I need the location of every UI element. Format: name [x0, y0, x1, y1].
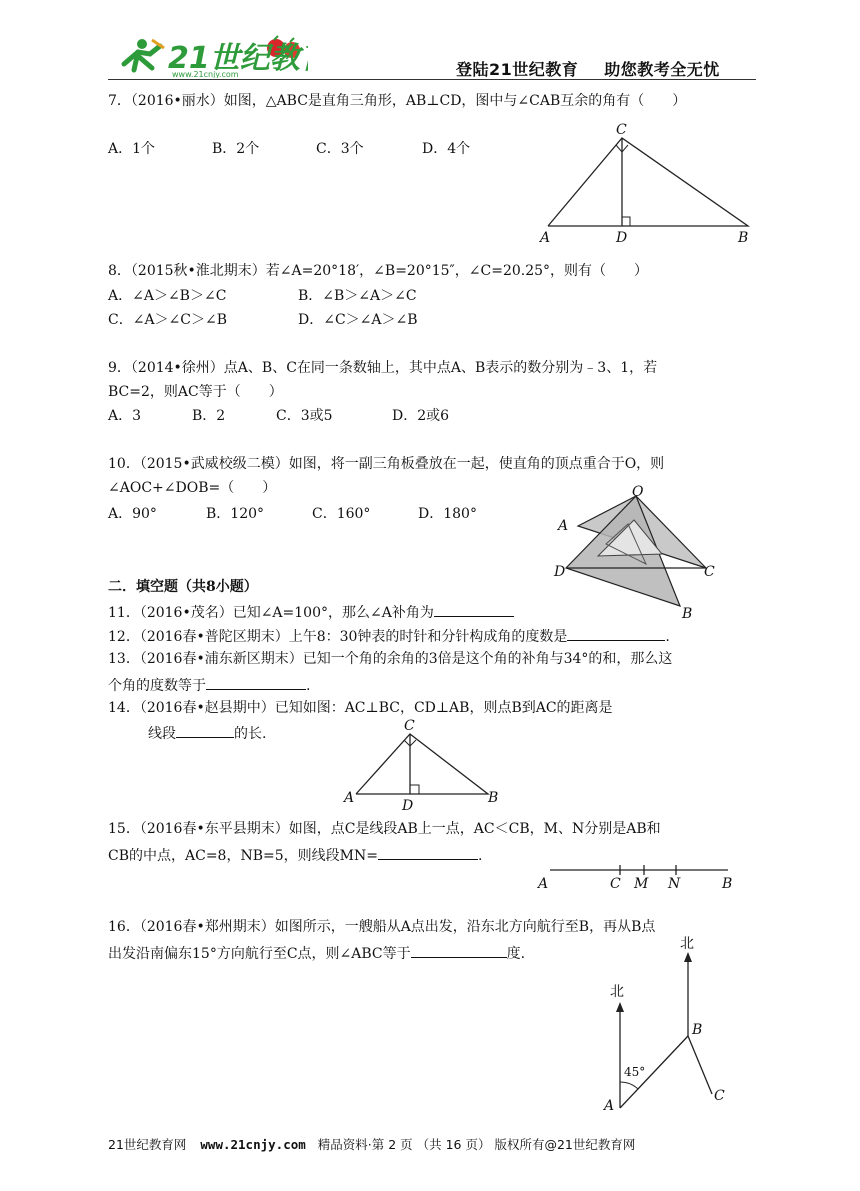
q11-stem	[108, 602, 514, 622]
q10-figure	[550, 484, 750, 620]
q12-stem	[108, 626, 670, 646]
q10-option-a: A．90°	[108, 506, 157, 522]
q10-label-c: C	[704, 564, 715, 580]
q9-option-b: B．2	[192, 408, 226, 424]
section2-title: 二．填空题（共8小题）	[108, 579, 258, 595]
q16-stem-line2	[108, 943, 525, 963]
q7-option-d: D．4个	[422, 141, 471, 157]
q12-answer-blank[interactable]	[567, 626, 665, 641]
q15-end: .	[477, 848, 483, 864]
q10-stem-line2: ∠AOC+∠DOB=（ ）	[108, 480, 277, 496]
q14-text-b: 的长.	[234, 726, 267, 742]
q15-text: CB的中点，AC=8，NB=5，则线段MN=	[108, 848, 378, 864]
page-footer	[108, 1135, 635, 1153]
q10-label-a: A	[558, 518, 569, 534]
footer-left: 21世纪教育网	[108, 1137, 187, 1152]
q15-answer-blank[interactable]	[378, 845, 478, 860]
q7-option-c: C．3个	[316, 141, 364, 157]
q8-option-c: C．∠A＞∠C＞∠B	[108, 312, 228, 328]
q13-stem-line1: 13．（2016春•浦东新区期末）已知一个角的余角的3倍是这个角的补角与34°的和，那么这	[108, 651, 673, 667]
q15-label-m: M	[634, 876, 649, 892]
footer-right: 精品资料·第 2 页 （共 16 页） 版权所有@21世纪教育网	[317, 1137, 636, 1152]
site-logo	[108, 34, 308, 78]
q16-north-label-b: 北	[680, 936, 694, 952]
header-rule	[108, 79, 756, 80]
q10-option-b: B．120°	[206, 506, 265, 522]
q7-label-a: A	[540, 230, 551, 246]
header-slogan	[456, 57, 720, 80]
q7-label-d: D	[616, 230, 628, 246]
q10-label-b: B	[682, 606, 693, 620]
q12-text: 12．（2016春•普陀区期末）上午8：30钟表的时针和分针构成角的度数是	[108, 629, 568, 645]
q9-option-d: D．2或6	[392, 408, 450, 424]
q7-stem: 7．（2016•丽水）如图，△ABC是直角三角形，AB⊥CD，图中与∠CAB互余的角有（ ）	[108, 93, 687, 109]
q7-option-a: A．1个	[108, 141, 156, 157]
q15-label-c: C	[610, 876, 621, 892]
q10-option-d: D．180°	[418, 506, 477, 522]
q14-figure	[338, 714, 508, 814]
q13-text: 个角的度数等于	[108, 678, 206, 694]
q16-label-a: A	[604, 1098, 615, 1112]
q14-answer-blank[interactable]	[176, 723, 234, 738]
q8-stem: 8．（2015秋•淮北期末）若∠A=20°18′，∠B=20°15″，∠C=20.25°，则有（ ）	[108, 263, 649, 279]
q13-end: .	[306, 678, 311, 694]
q14-label-d: D	[402, 798, 414, 814]
q13-stem-line2	[108, 675, 310, 695]
q15-label-b: B	[722, 876, 733, 892]
q12-end: .	[665, 629, 670, 645]
q16-north-label-a: 北	[610, 984, 624, 1000]
q8-option-a: A．∠A＞∠B＞∠C	[108, 288, 227, 304]
q9-stem-line2: BC=2，则AC等于（ ）	[108, 384, 283, 400]
q14-label-b: B	[488, 790, 499, 806]
q7-label-b: B	[738, 230, 749, 246]
q7-label-c: C	[616, 122, 627, 138]
q15-figure	[536, 862, 746, 894]
q15-stem-line2	[108, 845, 482, 865]
q9-stem-line1: 9．（2014•徐州）点A、B、C在同一条数轴上，其中点A、B表示的数分别为﹣3、1，若	[108, 360, 658, 376]
q9-option-c: C．3或5	[276, 408, 333, 424]
q10-stem-line1: 10．（2015•武威校级二模）如图，将一副三角板叠放在一起，使直角的顶点重合于O，则	[108, 456, 665, 472]
q11-answer-blank[interactable]	[434, 602, 514, 617]
q16-text: 出发沿南偏东15°方向航行至C点，则∠ABC等于	[108, 946, 411, 962]
q7-option-b: B．2个	[212, 141, 260, 157]
q16-label-b: B	[692, 1022, 703, 1038]
q7-figure	[536, 118, 756, 248]
q11-text: 11．（2016•茂名）已知∠A=100°，那么∠A补角为	[108, 605, 434, 621]
q16-label-c: C	[714, 1088, 725, 1104]
q10-label-d: D	[554, 564, 566, 580]
q14-label-a: A	[344, 790, 355, 806]
q14-text-a: 线段	[148, 726, 176, 742]
svg-text:www.21cnjy.com: www.21cnjy.com	[172, 70, 239, 78]
q16-angle-label: 45°	[624, 1065, 646, 1079]
q8-option-d: D．∠C＞∠A＞∠B	[298, 312, 418, 328]
q8-option-b: B．∠B＞∠A＞∠C	[298, 288, 417, 304]
q10-option-c: C．160°	[312, 506, 371, 522]
svg-text:21世纪教育: 21世纪教	[168, 41, 300, 76]
q15-stem-line1: 15．（2016春•东平县期末）如图，点C是线段AB上一点，AC＜CB，M、N分别是AB和	[108, 821, 661, 837]
slogan-left: 登陆21世纪教育	[456, 60, 579, 79]
q14-stem-line2	[148, 723, 266, 743]
q14-stem-line1: 14．（2016春•赵县期中）已知如图：AC⊥BC，CD⊥AB，则点B到AC的距离是	[108, 700, 613, 716]
q15-label-a: A	[538, 876, 549, 892]
logo-graphic	[108, 34, 308, 78]
q9-option-a: A．3	[108, 408, 142, 424]
q14-label-c: C	[404, 718, 415, 734]
q16-answer-blank[interactable]	[411, 943, 507, 958]
q16-stem-line1: 16．（2016春•郑州期末）如图所示，一艘船从A点出发，沿东北方向航行至B，再从B点	[108, 919, 656, 935]
q13-answer-blank[interactable]	[206, 675, 306, 690]
footer-url[interactable]: www.21cnjy.com	[200, 1137, 306, 1152]
q15-label-n: N	[668, 876, 681, 892]
q10-label-o: O	[632, 484, 644, 500]
slogan-right: 助您教考全无忧	[604, 60, 720, 79]
q16-figure	[596, 932, 746, 1112]
q16-end: 度.	[506, 946, 526, 962]
